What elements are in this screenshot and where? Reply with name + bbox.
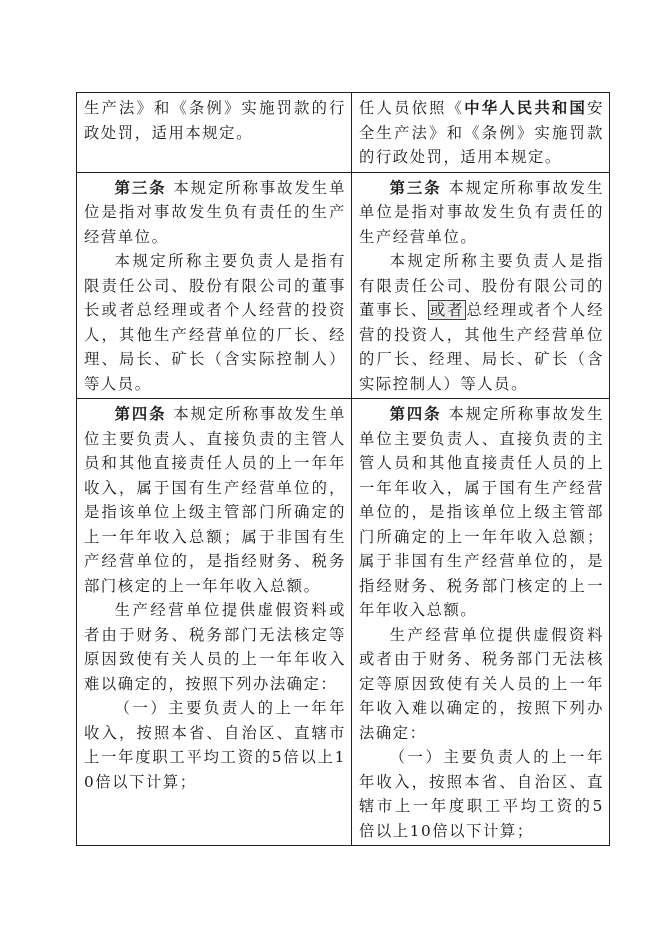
paragraph — [84, 696, 346, 794]
paragraph — [84, 176, 346, 250]
comparison-table — [76, 92, 610, 846]
article-heading: 第三条 — [389, 178, 442, 197]
table-row — [77, 399, 610, 846]
table-row — [77, 172, 610, 399]
left-cell-row2 — [77, 172, 352, 399]
paragraph — [359, 402, 604, 623]
paragraph — [84, 598, 346, 696]
paragraph-text: 本规定所称事故发生单位是指对事故发生负有责任的生产经营单位。 — [359, 178, 604, 246]
paragraph-text: 本规定所称主要负责人是指有限责任公司、股份有限公司的董事长或者总经理或者个人经营的投资人，其他生产经营单位的厂长、经理、局长、矿长（含实际控制人）等人员。 — [84, 252, 346, 393]
paragraph-text: 本规定所称事故发生单位主要负责人、直接负责的主管人员和其他直接责任人员的上一年年收入，属于国有生产经营单位的，是指该单位上级主管部门所确定的上一年年收入总额；属于非国有生产经营单位的，是指经财务、税务部门核定的上一年年收入总额。 — [84, 405, 346, 595]
article-heading: 第四条 — [389, 405, 442, 423]
right-cell-row2 — [352, 172, 610, 399]
paragraph-text: 总经理或者个人经营的投资人，其他生产经营单位的厂长、经理、局长、矿长（含实际控制人）等人员。 — [359, 301, 604, 393]
bold-text: 中华人民共和国 — [464, 99, 588, 117]
paragraph — [84, 402, 346, 598]
article-heading: 第三条 — [114, 178, 167, 197]
paragraph — [359, 96, 604, 170]
paragraph-text: 生产法》和《条例》实施罚款的行政处罚，适用本规定。 — [84, 99, 346, 142]
article-heading: 第四条 — [114, 405, 167, 423]
paragraph-text: 生产经营单位提供虚假资料或者由于财务、税务部门无法核定等原因致使有关人员的上一年年收入难以确定的，按照下列办法确定： — [84, 601, 346, 693]
paragraph-text: 安全生产法》和《条例》实施罚款的行政处罚，适用本规定。 — [359, 99, 605, 166]
paragraph — [84, 96, 346, 145]
highlighted-text: 或者 — [429, 301, 465, 319]
left-cell-row1 — [77, 93, 352, 173]
paragraph — [84, 249, 346, 396]
paragraph — [359, 745, 604, 843]
paragraph-text: （一）主要负责人的上一年年收入，按照本省、自治区、直辖市上一年度职工平均工资的5倍以上10倍以下计算； — [84, 699, 346, 791]
paragraph-text: 本规定所称事故发生单位主要负责人、直接负责的主管人员和其他直接责任人员的上一年年收入，属于国有生产经营单位的，是指该单位上级主管部门所确定的上一年年收入总额；属于非国有生产经营单位的，是指经财务、税务部门核定的上一年年收入总额。 — [359, 405, 604, 619]
paragraph-text: （一）主要负责人的上一年年收入，按照本省、自治区、直辖市上一年度职工平均工资的5倍以上10倍以下计算； — [359, 748, 604, 840]
paragraph — [359, 623, 604, 746]
paragraph — [359, 176, 604, 250]
table-row — [77, 93, 610, 173]
paragraph-text: 任人员依照《 — [359, 99, 465, 117]
left-cell-row3 — [77, 399, 352, 846]
paragraph-text: 本规定所称主要负责人是指有限责任公司、股份有限公司的董事长、 — [359, 252, 604, 319]
paragraph-text: 生产经营单位提供虚假资料或者由于财务、税务部门无法核定等原因致使有关人员的上一年年收入难以确定的，按照下列办法确定： — [359, 625, 604, 742]
paragraph — [359, 249, 604, 396]
paragraph-text: 本规定所称事故发生单位是指对事故发生负有责任的生产经营单位。 — [84, 178, 346, 246]
right-cell-row1 — [352, 93, 610, 173]
right-cell-row3 — [352, 399, 610, 846]
